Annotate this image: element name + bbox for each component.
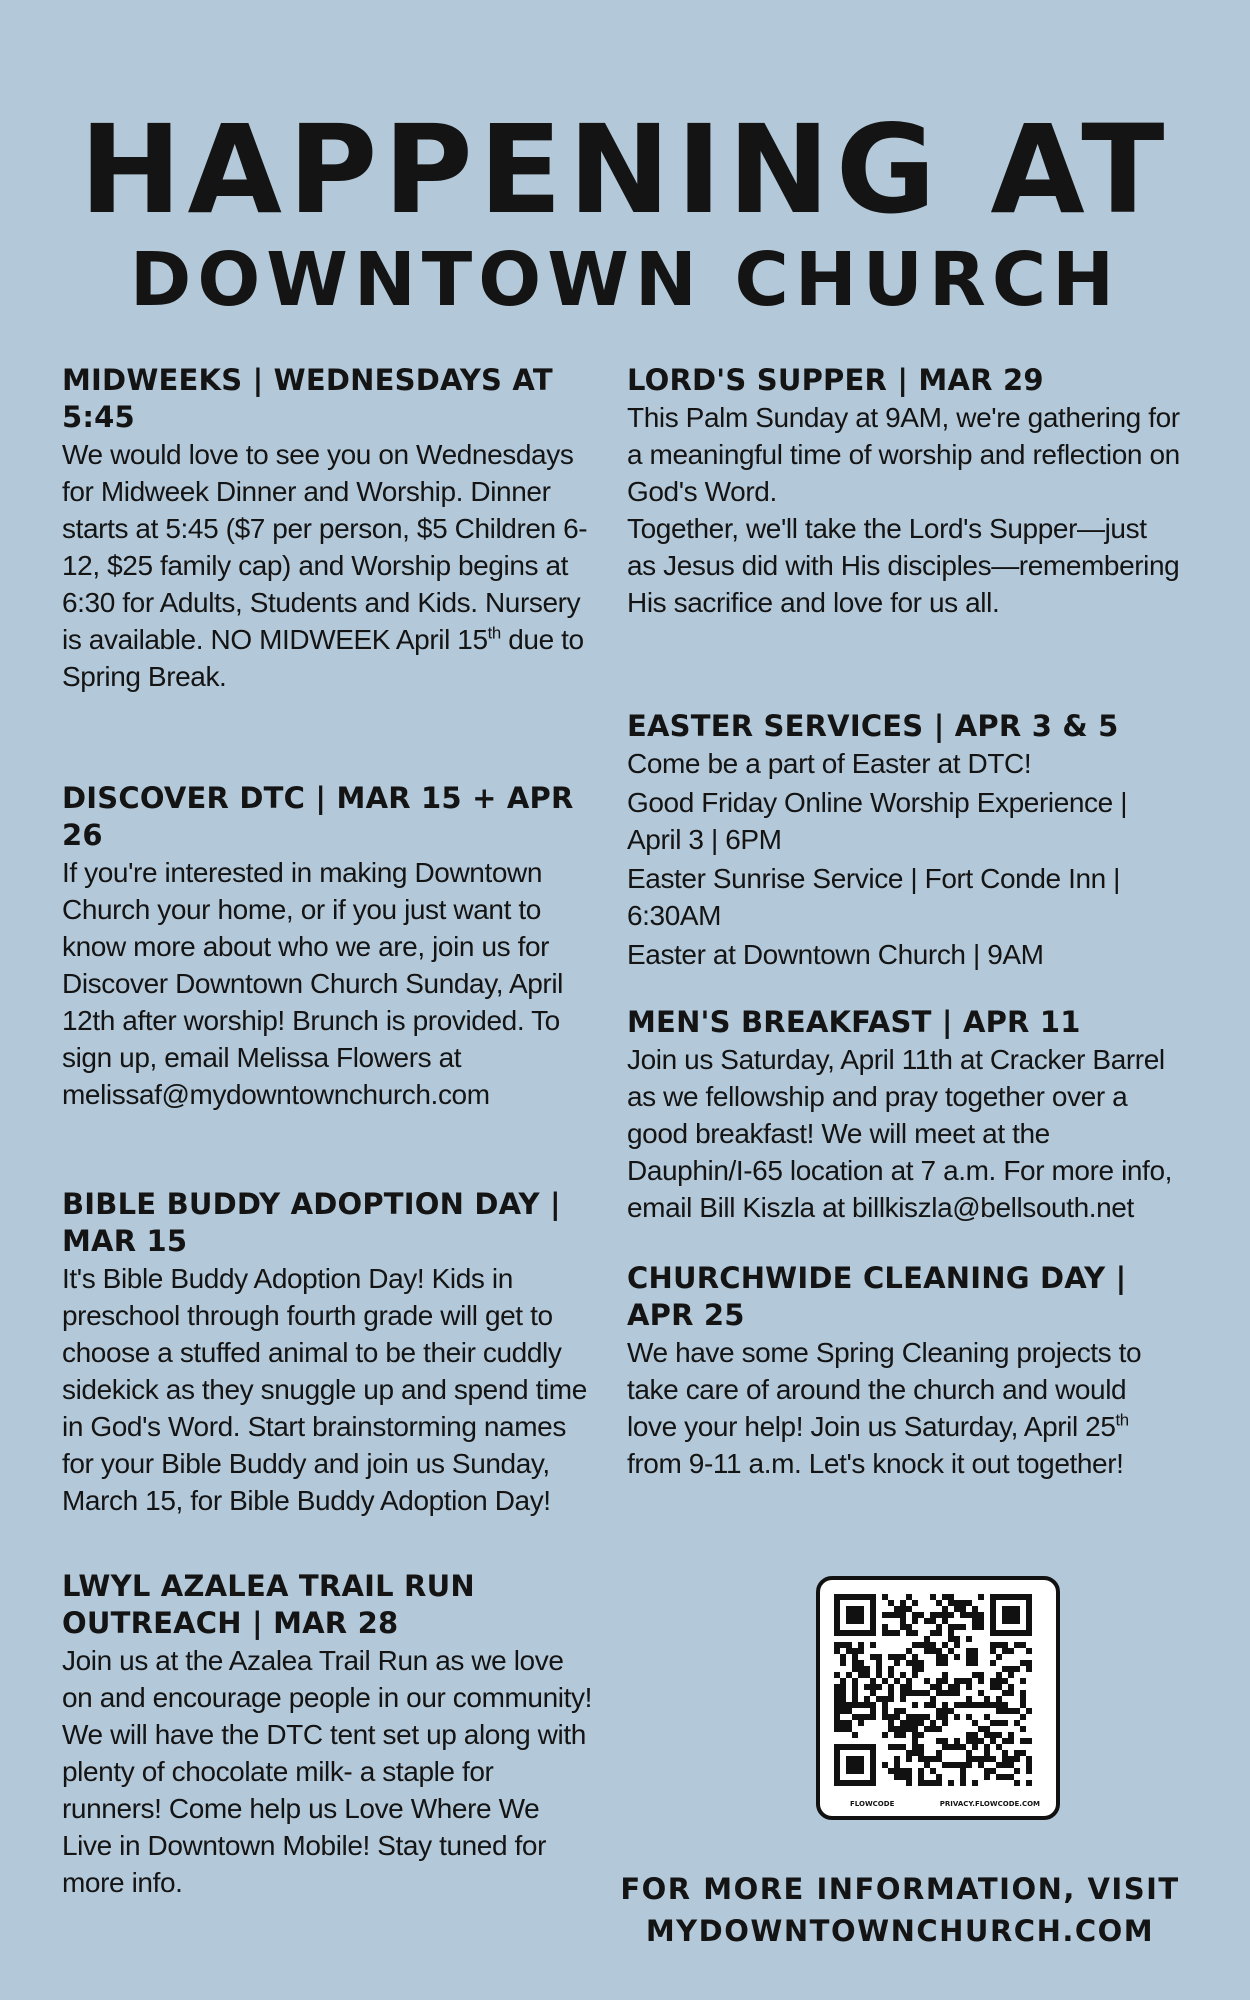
event-body (627, 399, 1182, 621)
event-body (627, 745, 1182, 973)
event-description: If you're interested in making Downtown Church your home, or if you just want to know more about who we are, join us for Discover Downtown Church Sunday, April 12th after worship! Brunch is provided. To sign up, email Melissa Flowers at melissaf@mydowntownchurch.com (62, 857, 563, 1110)
event-heading: LORD'S SUPPER | MAR 29 (627, 363, 1044, 397)
event-lords-supper (627, 362, 1182, 621)
qr-caption (850, 1800, 1040, 1808)
page-subtitle: DOWNTOWN CHURCH (129, 237, 1121, 323)
qr-code[interactable] (816, 1576, 1060, 1820)
event-easter-services (627, 708, 1182, 975)
event-bible-buddy (62, 1186, 592, 1519)
event-heading: LWYL AZALEA TRAIL RUN OUTREACH | MAR 28 (62, 1569, 475, 1640)
event-description: It's Bible Buddy Adoption Day! Kids in preschool through fourth grade will get to choose a stuffed animal to be their cuddly sidekick as they snuggle up and spend time in God's Word. Start brainstorming names for your Bible Buddy and join us Sunday, March 15, for Bible Buddy Adoption Day! (62, 1263, 587, 1516)
event-description: Join us at the Azalea Trail Run as we love on and encourage people in our community! We will have the DTC tent set up along with plenty of chocolate milk- a staple for runners! Come help us Love Where We Live in Downtown Mobile! Stay tuned for more info. (62, 1645, 592, 1898)
event-description: Join us Saturday, April 11th at Cracker Barrel as we fellowship and pray together over a good breakfast! We will meet at the Dauphin/I-65 location at 7 a.m. For more info, email Bill Kiszla at billkiszla@bellsouth.net (627, 1044, 1172, 1223)
event-heading: MIDWEEKS | WEDNESDAYS AT 5:45 (62, 363, 553, 434)
event-azalea-trail-run (62, 1568, 592, 1901)
event-heading: DISCOVER DTC | MAR 15 + APR 26 (62, 781, 574, 852)
footer-website-link[interactable]: MYDOWNTOWNCHURCH.COM (645, 1914, 1155, 1948)
qr-code-pattern (834, 1594, 1042, 1794)
event-line: Easter at Downtown Church | 9AM (627, 939, 1044, 970)
event-description: We have some Spring Cleaning projects to take care of around the church and would love your help! Join us Saturday, April 25th from 9-11 a.m. Let's knock it out together! (627, 1337, 1142, 1479)
footer-line: FOR MORE INFORMATION, VISIT (620, 1872, 1180, 1906)
event-line: Good Friday Online Worship Experience | April 3 | 6PM (627, 787, 1128, 855)
event-mens-breakfast (627, 1004, 1182, 1226)
event-description: This Palm Sunday at 9AM, we're gathering for a meaningful time of worship and reflection on God's Word. (627, 402, 1180, 507)
footer (600, 1868, 1200, 1952)
event-churchwide-cleaning (627, 1260, 1182, 1482)
event-heading: MEN'S BREAKFAST | APR 11 (627, 1005, 1081, 1039)
event-line: Easter Sunrise Service | Fort Conde Inn | 6:30AM (627, 863, 1121, 931)
event-heading: CHURCHWIDE CLEANING DAY | APR 25 (627, 1261, 1127, 1332)
event-note: NO MIDWEEK April 15th due to Spring Break. (62, 623, 584, 692)
event-line: Come be a part of Easter at DTC! (627, 748, 1032, 779)
qr-caption-brand: FLOWCODE (850, 1800, 895, 1808)
event-discover-dtc (62, 780, 592, 1113)
event-heading: EASTER SERVICES | APR 3 & 5 (627, 709, 1119, 743)
qr-caption-privacy: PRIVACY.FLOWCODE.COM (939, 1800, 1040, 1808)
event-body (62, 436, 592, 695)
event-heading: BIBLE BUDDY ADOPTION DAY | MAR 15 (62, 1187, 561, 1258)
event-description: We would love to see you on Wednesdays for Midweek Dinner and Worship. Dinner starts at 5:45 ($7 per person, $5 Children 6-12, $25 family cap) and Worship begins at 6:30 for Adults, Students and Kids. Nursery is available. (62, 439, 588, 655)
event-midweeks (62, 362, 592, 695)
event-description-2: Together, we'll take the Lord's Supper—just as Jesus did with His disciples—remembering His sacrifice and love for us all. (627, 513, 1180, 618)
page-title: HAPPENING AT (79, 99, 1171, 241)
